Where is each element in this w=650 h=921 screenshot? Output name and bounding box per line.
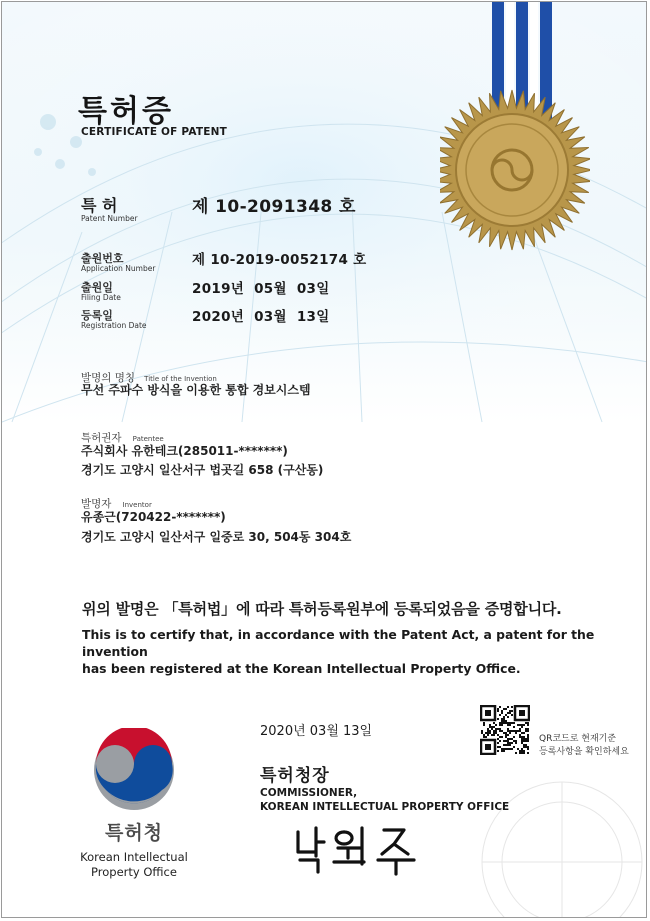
patent-number-label-en: Patent Number [81, 214, 138, 223]
application-number-label-en: Application Number [81, 264, 156, 273]
office-name-en [64, 850, 204, 880]
patent-number-label: 특 허 [81, 196, 118, 215]
patentee-name: 주식회사 유한테크(285011-*******) [81, 444, 288, 458]
certification-statement-en [82, 626, 642, 677]
application-number-value: 제 10-2019-0052174 호 [192, 252, 367, 268]
commissioner-title: 특허청장 [260, 766, 330, 786]
signature-icon [290, 818, 440, 878]
qr-note-line1: QR코드로 현재기준 [539, 734, 617, 744]
commissioner-title-en-line1: COMMISSIONER, [260, 787, 358, 799]
filing-date-label: 출원일 [81, 281, 113, 294]
application-number-label: 출원번호 [81, 252, 124, 265]
filing-date-value: 2019년 05월 03일 [192, 281, 330, 297]
certificate-page [1, 1, 647, 918]
inventor-label: 발명자 [81, 498, 112, 510]
filing-date-label-en: Filing Date [81, 293, 121, 302]
qr-note-line2: 등록사항을 확인하세요 [539, 747, 629, 757]
patentee-address: 경기도 고양시 일산서구 법곳길 658 (구산동) [81, 463, 324, 477]
invention-label: 발명의 명칭 [81, 372, 136, 384]
commissioner-title-en-line2: KOREAN INTELLECTUAL PROPERTY OFFICE [260, 801, 510, 813]
office-name-en-line2: Property Office [91, 865, 177, 879]
office-name-en-line1: Korean Intellectual [80, 850, 188, 864]
qr-code-icon[interactable] [480, 705, 530, 755]
inventor-label-en: Inventor [122, 501, 152, 509]
patentee-label: 특허권자 [81, 432, 122, 444]
invention-title: 무선 주파수 방식을 이용한 통합 경보시스템 [81, 383, 311, 397]
registration-date-label: 등록일 [81, 309, 113, 322]
gold-seal-icon [440, 2, 590, 252]
registration-date-label-en: Registration Date [81, 321, 147, 330]
qr-note [539, 733, 629, 759]
registration-date-value: 2020년 03월 13일 [192, 309, 330, 325]
certification-statement-en-line1: This is to certify that, in accordance with the Patent Act, a patent for the invention [82, 627, 595, 659]
taegeuk-logo-icon [92, 728, 176, 812]
office-name: 특허청 [104, 822, 164, 844]
inventor-name: 유종근(720422-*******) [81, 510, 226, 524]
certificate-title: 특허증 [78, 94, 174, 129]
certification-statement-ko: 위의 발명은 「특허법」에 따라 특허등록원부에 등록되었음을 증명합니다. [82, 600, 562, 618]
commissioner-title-en [260, 786, 509, 814]
invention-label-en: Title of the Invention [144, 375, 217, 383]
patent-number-value: 제 10-2091348 호 [192, 197, 356, 217]
certificate-subtitle: CERTIFICATE OF PATENT [81, 126, 227, 138]
patentee-label-en: Patentee [132, 435, 164, 443]
inventor-address: 경기도 고양시 일산서구 일중로 30, 504동 304호 [81, 530, 352, 544]
issue-date: 2020년 03월 13일 [260, 724, 373, 739]
certification-statement-en-line2: has been registered at the Korean Intellectual Property Office. [82, 661, 521, 676]
